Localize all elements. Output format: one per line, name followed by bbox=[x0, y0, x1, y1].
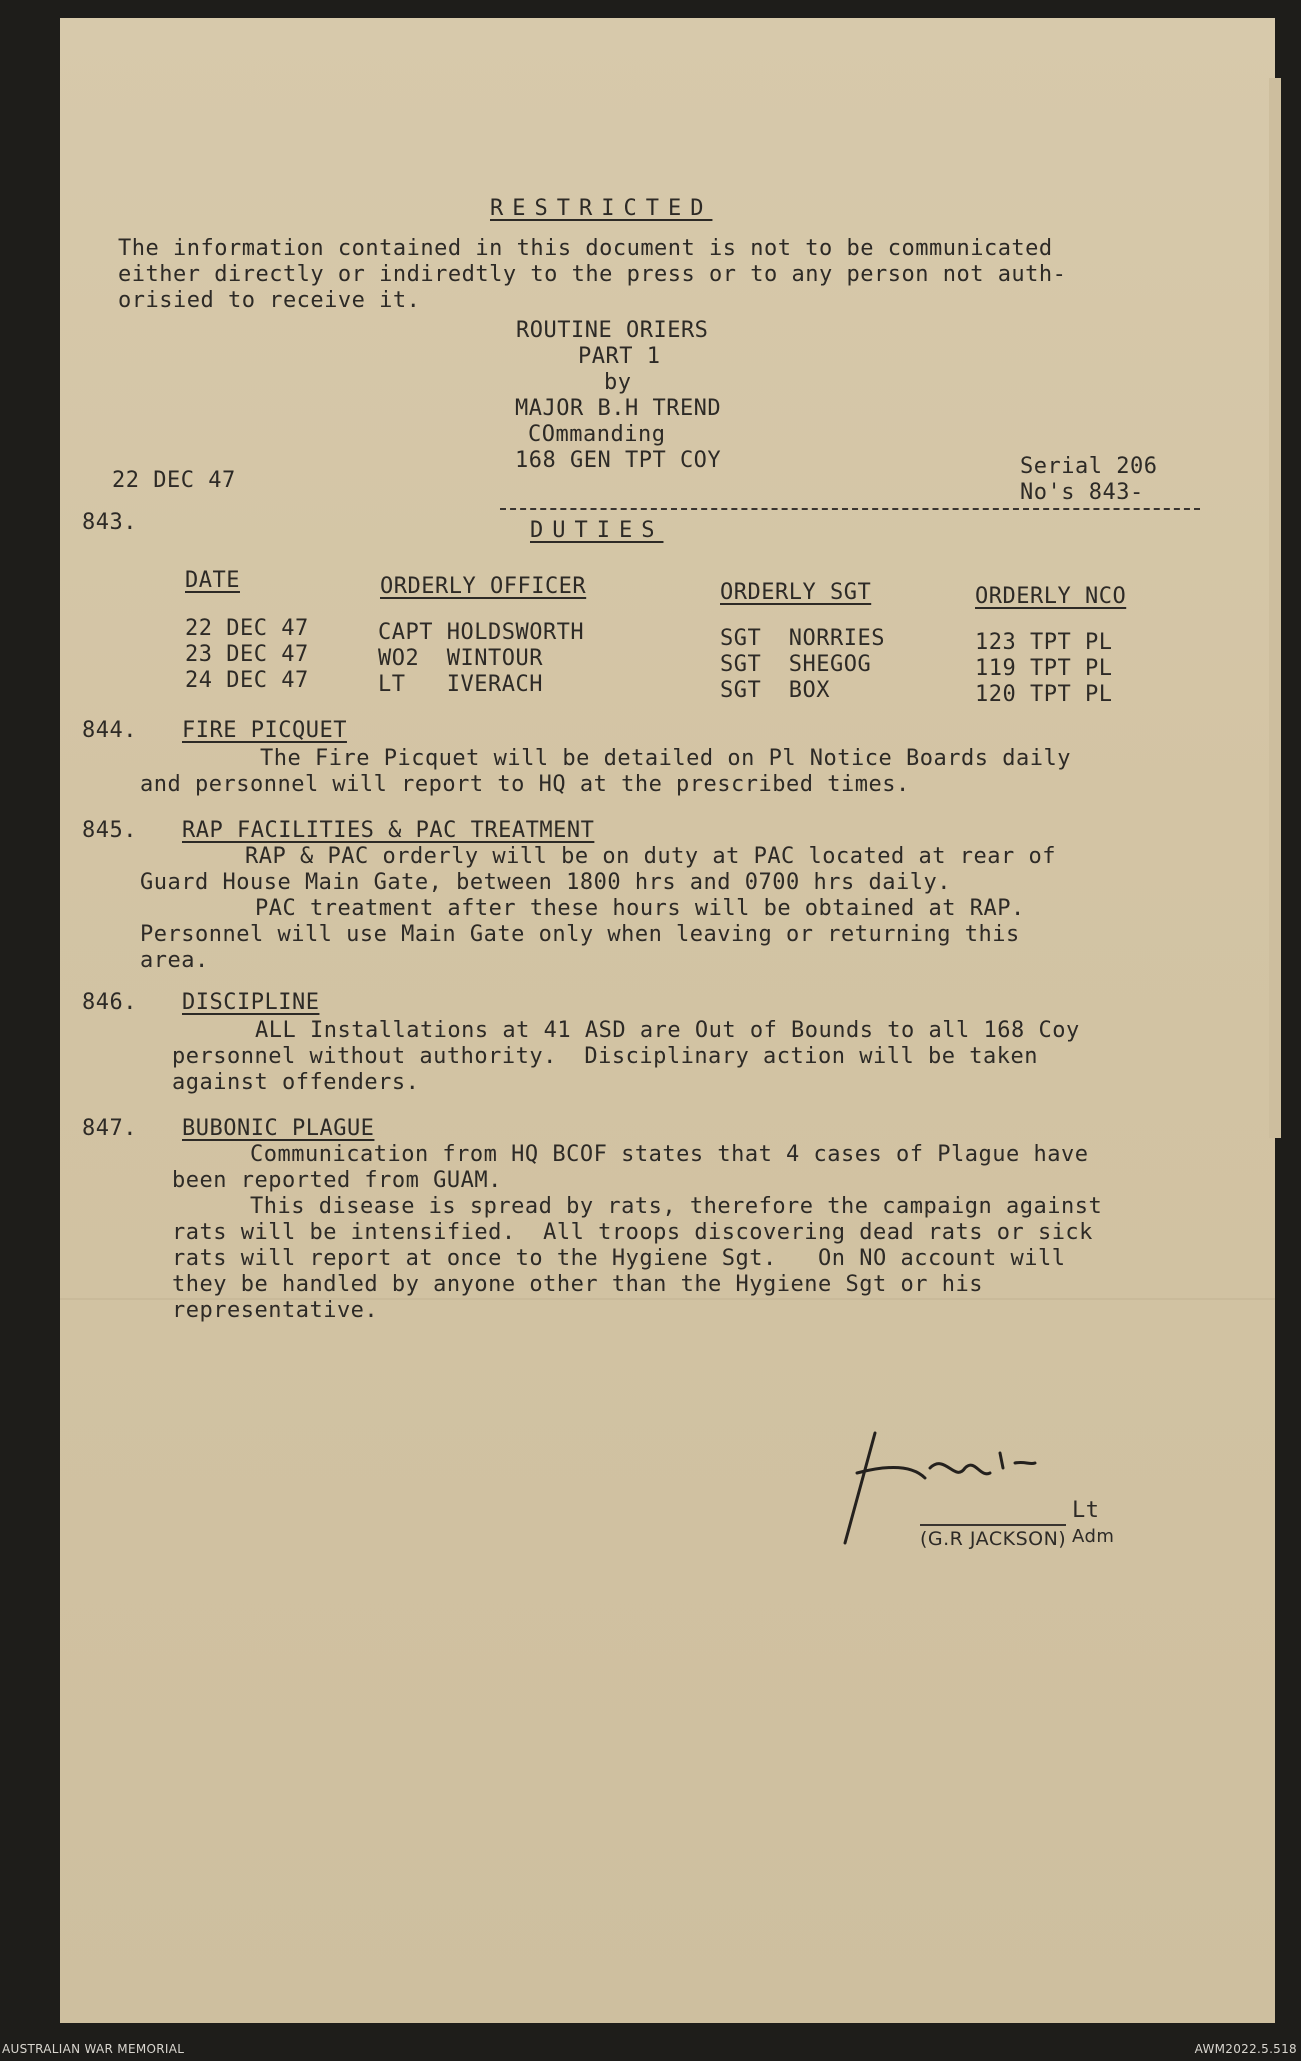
section-845-line-5: area. bbox=[140, 948, 209, 973]
section-847-line-6: they be handled by anyone other than the Hygiene Sgt or his bbox=[172, 1272, 983, 1297]
title-line-6: 168 GEN TPT COY bbox=[515, 448, 722, 473]
order-numbers: No's 843- bbox=[1020, 480, 1144, 505]
document-page bbox=[60, 18, 1275, 2023]
title-line-3: by bbox=[604, 370, 632, 395]
order-date: 22 DEC 47 bbox=[112, 468, 236, 493]
title-line-2: PART 1 bbox=[578, 344, 661, 369]
col-header-orderly-nco: ORDERLY NCO bbox=[975, 584, 1127, 609]
paper-edge bbox=[1269, 78, 1281, 1138]
archive-footer-right: AWM2022.5.518 bbox=[1194, 2042, 1297, 2056]
title-line-4: MAJOR B.H TREND bbox=[515, 396, 722, 421]
duty-row-2-sgt: SGT SHEGOG bbox=[720, 652, 872, 677]
duty-row-2-officer: WO2 WINTOUR bbox=[378, 646, 543, 671]
col-header-orderly-sgt: ORDERLY SGT bbox=[720, 580, 872, 605]
section-847-line-1: Communication from HQ BCOF states that 4 cases of Plague have bbox=[250, 1142, 1089, 1167]
section-845-line-1: RAP & PAC orderly will be on duty at PAC located at rear of bbox=[245, 844, 1056, 869]
duty-row-3-sgt: SGT BOX bbox=[720, 678, 830, 703]
section-847-line-4: rats will be intensified. All troops discovering dead rats or sick bbox=[172, 1220, 1093, 1245]
section-847-line-2: been reported from GUAM. bbox=[172, 1168, 502, 1193]
warning-line-2: either directly or indiredtly to the press or to any person not auth- bbox=[118, 262, 1067, 287]
archive-footer-left: AUSTRALIAN WAR MEMORIAL bbox=[2, 2042, 185, 2056]
classification-heading: RESTRICTED bbox=[490, 196, 713, 221]
duty-row-2-nco: 119 TPT PL bbox=[975, 656, 1113, 681]
section-846-line-2: personnel without authority. Disciplinary action will be taken bbox=[172, 1044, 1038, 1069]
warning-line-3: orisied to receive it. bbox=[118, 288, 421, 313]
duty-row-1-officer: CAPT HOLDSWORTH bbox=[378, 620, 585, 645]
duty-row-1-sgt: SGT NORRIES bbox=[720, 626, 885, 651]
section-845-line-3: PAC treatment after these hours will be obtained at RAP. bbox=[255, 896, 1025, 921]
section-846-heading: DISCIPLINE bbox=[182, 990, 320, 1015]
signatory-name: (G.R JACKSON) bbox=[920, 1524, 1066, 1550]
section-845-line-2: Guard House Main Gate, between 1800 hrs and 0700 hrs daily. bbox=[140, 870, 951, 895]
section-846-number: 846. bbox=[82, 990, 137, 1015]
section-844-line-1: The Fire Picquet will be detailed on Pl Notice Boards daily bbox=[260, 746, 1071, 771]
section-847-line-7: representative. bbox=[172, 1298, 379, 1323]
section-845-heading: RAP FACILITIES & PAC TREATMENT bbox=[182, 818, 595, 843]
serial-number: Serial 206 bbox=[1020, 454, 1158, 479]
duty-row-3-officer: LT IVERACH bbox=[378, 672, 543, 697]
duty-row-3-nco: 120 TPT PL bbox=[975, 682, 1113, 707]
duties-number: 843. bbox=[82, 510, 137, 535]
col-header-date: DATE bbox=[185, 568, 240, 593]
signatory-rank: Lt bbox=[1072, 1498, 1100, 1523]
section-844-line-2: and personnel will report to HQ at the prescribed times. bbox=[140, 772, 910, 797]
duty-row-1-date: 22 DEC 47 bbox=[185, 616, 309, 641]
section-847-number: 847. bbox=[82, 1116, 137, 1141]
section-847-line-5: rats will report at once to the Hygiene Sgt. On NO account will bbox=[172, 1246, 1066, 1271]
col-header-orderly-officer: ORDERLY OFFICER bbox=[380, 574, 587, 599]
signatory-appointment: Adm bbox=[1072, 1526, 1115, 1547]
section-845-number: 845. bbox=[82, 818, 137, 843]
warning-line-1: The information contained in this document is not to be communicated bbox=[118, 236, 1053, 261]
section-846-line-3: against offenders. bbox=[172, 1070, 420, 1095]
section-847-heading: BUBONIC PLAGUE bbox=[182, 1116, 375, 1141]
title-line-5: COmmanding bbox=[528, 422, 666, 447]
section-844-number: 844. bbox=[82, 718, 137, 743]
duty-row-3-date: 24 DEC 47 bbox=[185, 668, 309, 693]
divider-line bbox=[500, 508, 1200, 510]
section-847-line-3: This disease is spread by rats, therefore the campaign against bbox=[250, 1194, 1103, 1219]
section-846-line-1: ALL Installations at 41 ASD are Out of Bounds to all 168 Coy bbox=[255, 1018, 1080, 1043]
title-line-1: ROUTINE ORIERS bbox=[516, 318, 709, 343]
duties-heading: DUTIES bbox=[530, 518, 664, 543]
duty-row-2-date: 23 DEC 47 bbox=[185, 642, 309, 667]
section-844-heading: FIRE PICQUET bbox=[182, 718, 347, 743]
section-845-line-4: Personnel will use Main Gate only when leaving or returning this bbox=[140, 922, 1020, 947]
duty-row-1-nco: 123 TPT PL bbox=[975, 630, 1113, 655]
